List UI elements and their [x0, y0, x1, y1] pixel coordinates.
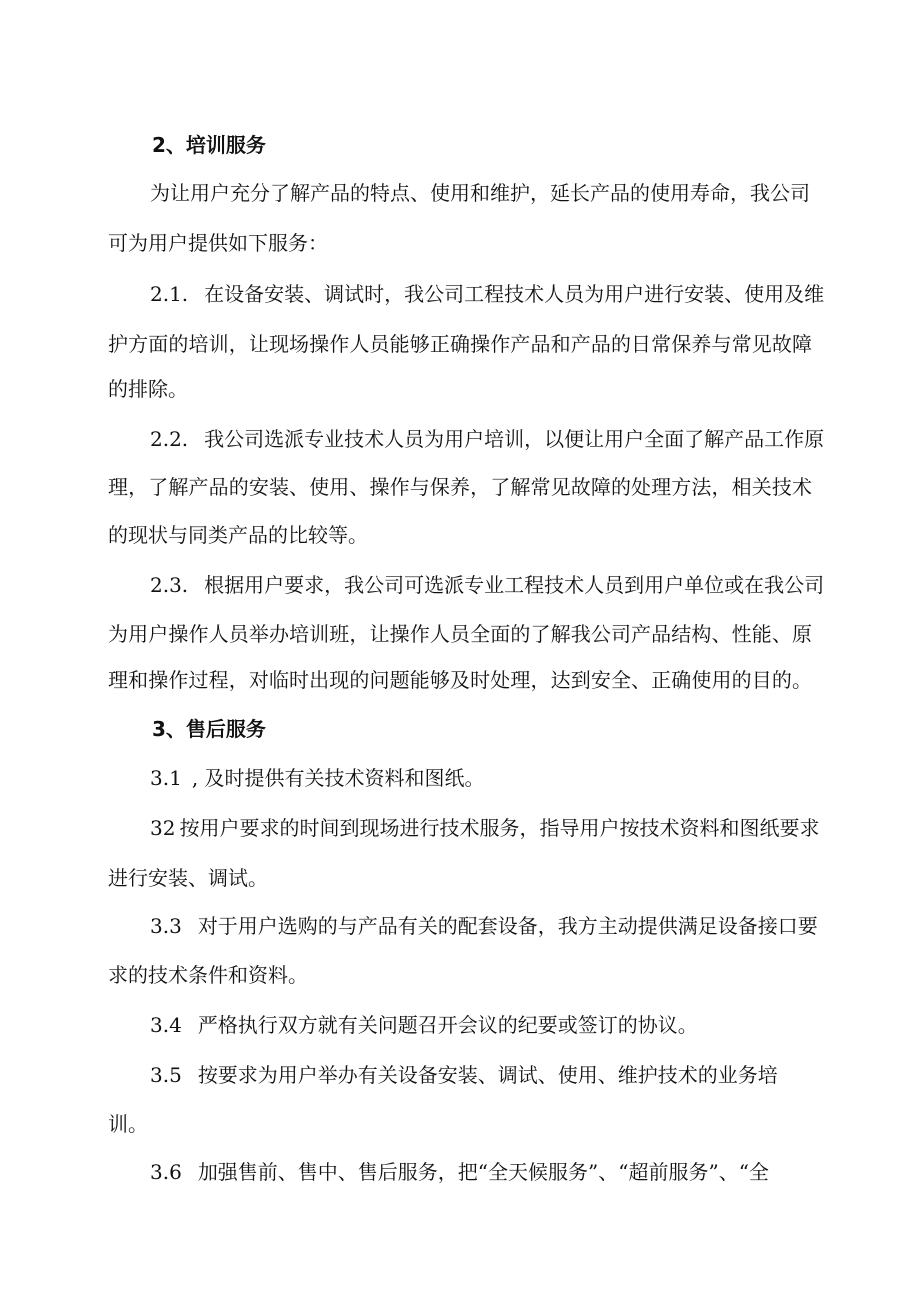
item-number: 3.6 — [150, 1160, 182, 1184]
item-number: 3.5 — [150, 1063, 182, 1087]
item-2-3-first-line — [150, 572, 825, 598]
item-2-1-line-2: 护方面的培训，让现场操作人员能够正确操作产品和产品的日常保养与常见故障 — [108, 332, 812, 356]
item-text: 在设备安装、调试时，我公司工程技术人员为用户进行安装、使用及维 — [204, 282, 825, 306]
item-2-1-line-3: 的排除。 — [108, 377, 188, 401]
item-2-2-first-line — [150, 426, 825, 452]
item-number: 2.2. — [150, 427, 189, 451]
item-2-3-line-3: 理和操作过程，对临时出现的问题能够及时处理，达到安全、正确使用的目的。 — [108, 668, 812, 692]
intro-line-1: 为让用户充分了解产品的特点、使用和维护，延长产品的使用寿命，我公司 — [150, 181, 810, 205]
item-text: 按用户要求的时间到现场进行技术服务，指导用户按技术资料和图纸要求 — [179, 816, 820, 840]
section-heading-training: 2、培训服务 — [152, 133, 266, 157]
item-2-2-line-2: 理，了解产品的安装、使用、操作与保养，了解常见故障的处理方法，相关技术 — [108, 475, 812, 499]
item-2-1-first-line — [150, 281, 825, 307]
item-3-3-first-line — [150, 913, 818, 939]
intro-line-2: 可为用户提供如下服务： — [108, 231, 328, 255]
item-text: , 及时提供有关技术资料和图纸。 — [191, 766, 485, 790]
item-number: 3.3 — [150, 914, 182, 938]
item-text: 我公司选派专业技术人员为用户培训，以便让用户全面了解产品工作原 — [204, 427, 825, 451]
item-3-2-line-2: 进行安装、调试。 — [108, 866, 268, 890]
item-number: 2.3. — [150, 573, 189, 597]
item-3-5-first-line — [150, 1062, 778, 1088]
item-number: 32 — [150, 816, 176, 840]
item-3-4 — [150, 1012, 698, 1038]
item-2-3-line-2: 为用户操作人员举办培训班，让操作人员全面的了解我公司产品结构、性能、原 — [108, 622, 812, 646]
item-text: 严格执行双方就有关问题召开会议的纪要或签订的协议。 — [197, 1013, 698, 1037]
item-number: 2.1. — [150, 282, 189, 306]
item-3-5-line-2: 训。 — [108, 1112, 148, 1136]
item-text: 对于用户选购的与产品有关的配套设备，我方主动提供满足设备接口要 — [197, 914, 818, 938]
item-3-6-first-line — [150, 1159, 810, 1185]
section-heading-after-sales: 3、售后服务 — [152, 717, 266, 741]
item-number: 3.4 — [150, 1013, 182, 1037]
item-2-2-line-3: 的现状与同类产品的比较等。 — [108, 523, 368, 547]
item-number: 3.1 — [150, 766, 182, 790]
item-text: 按要求为用户举办有关设备安装、调试、使用、维护技术的业务培 — [197, 1063, 778, 1087]
item-3-2-first-line — [150, 815, 820, 841]
item-3-3-line-2: 求的技术条件和资料。 — [108, 963, 308, 987]
item-text: 根据用户要求，我公司可选派专业工程技术人员到用户单位或在我公司 — [204, 573, 825, 597]
item-text: 加强售前、售中、售后服务，把“全天候服务”、“超前服务”、“全 — [197, 1160, 769, 1184]
item-3-1 — [150, 765, 485, 791]
